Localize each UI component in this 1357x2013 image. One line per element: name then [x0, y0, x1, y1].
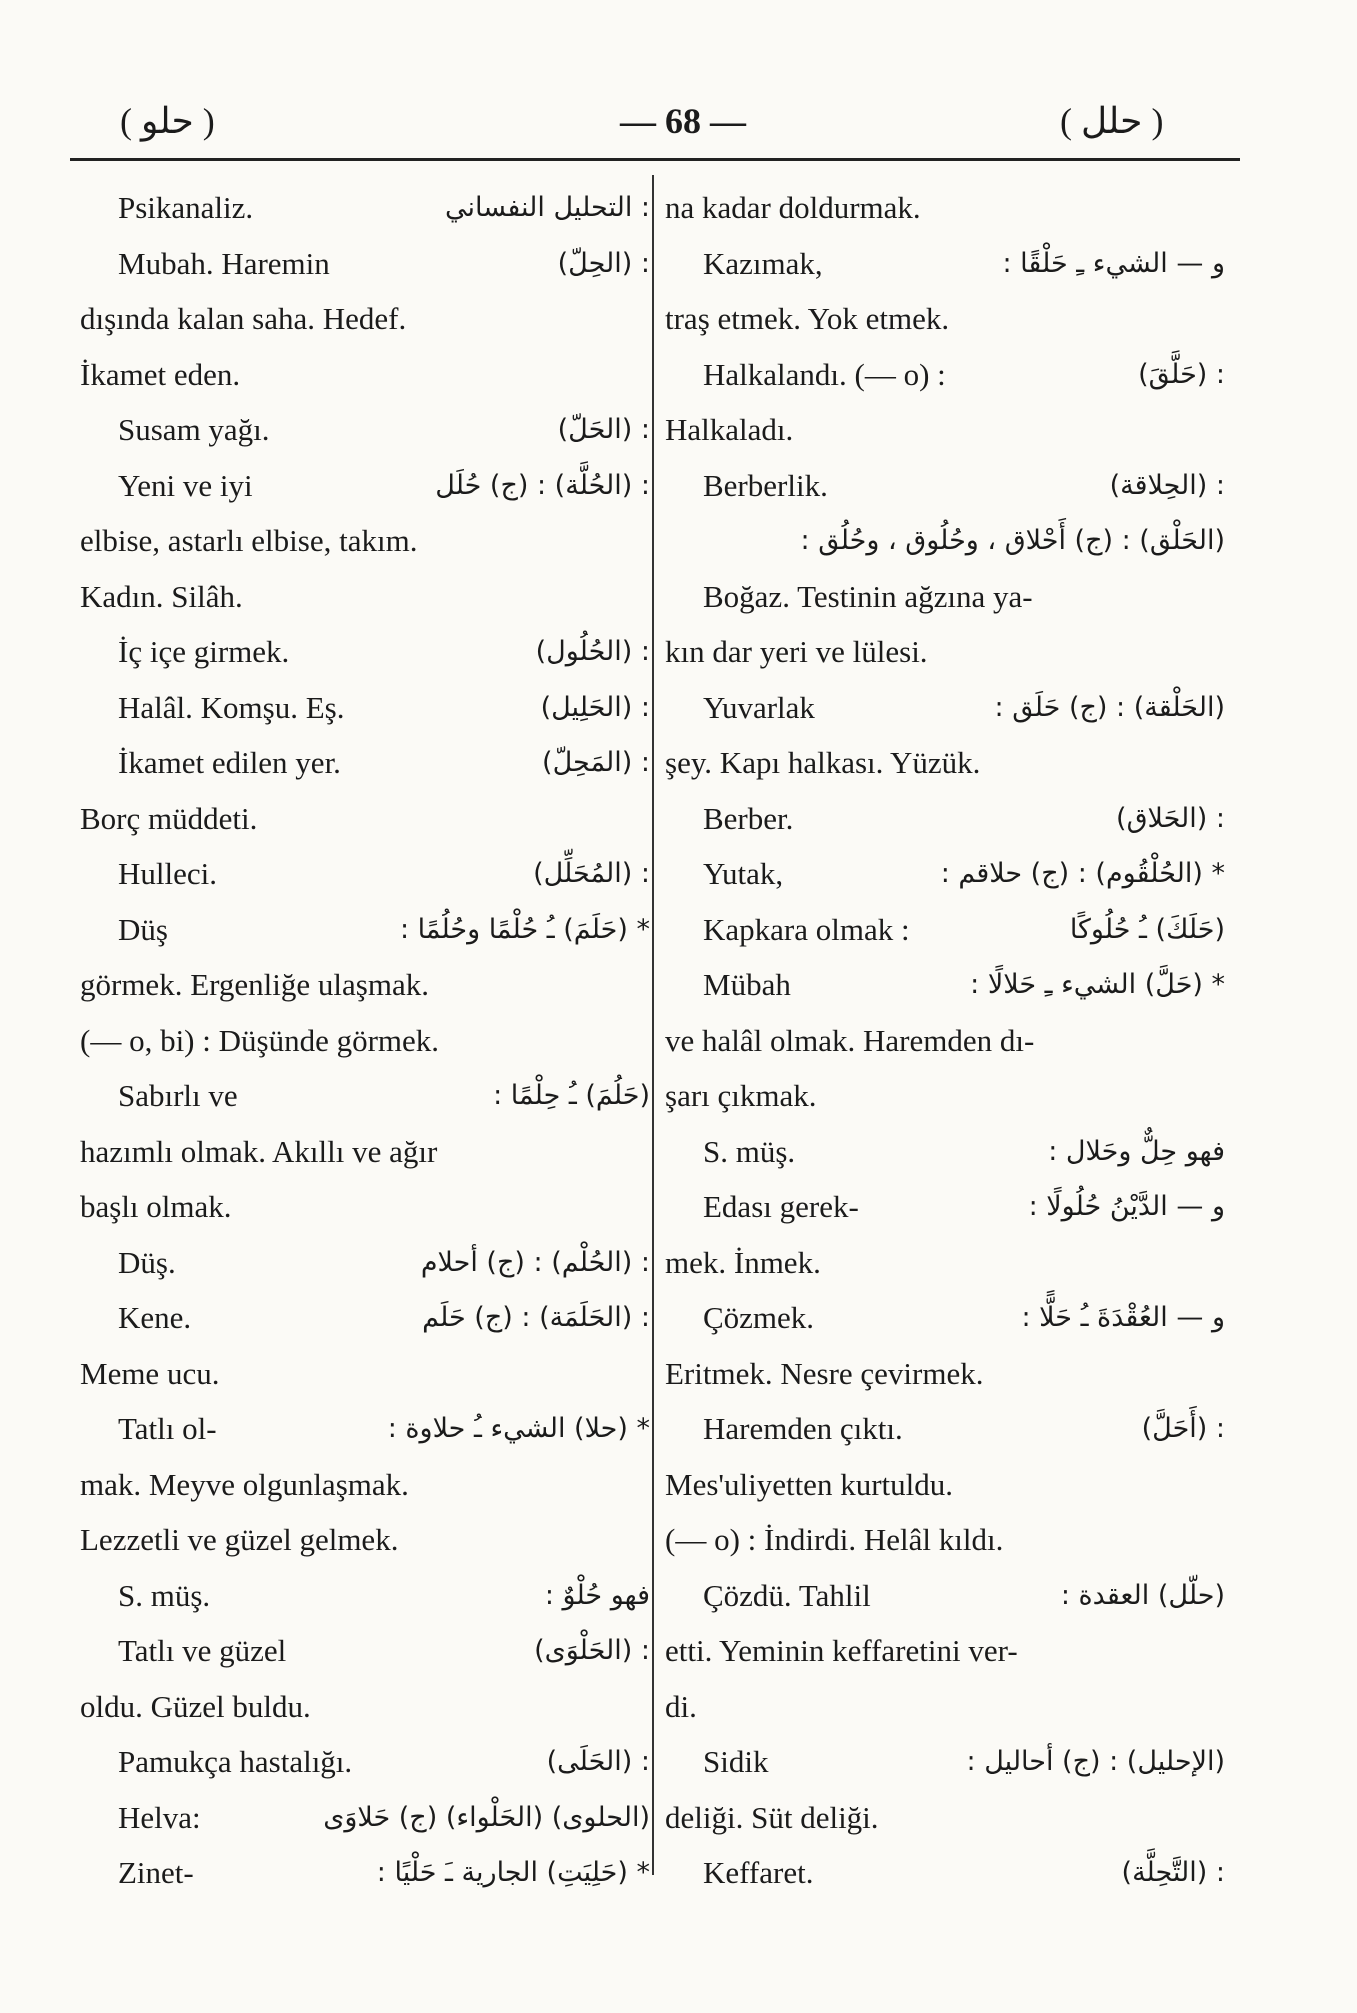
arabic-headword: : (الحُلُول)	[535, 636, 650, 667]
turkish-text: S. müş.	[703, 1133, 796, 1169]
turkish-text: S. müş.	[118, 1577, 211, 1613]
turkish-text: Mes'uliyetten kurtuldu.	[665, 1466, 953, 1502]
turkish-text: Tatlı ol-	[118, 1411, 217, 1446]
dictionary-line	[665, 1512, 1225, 1568]
turkish-text: na kadar doldurmak.	[665, 190, 921, 225]
dictionary-line	[80, 1401, 650, 1457]
turkish-text: başlı olmak.	[80, 1189, 232, 1224]
dictionary-line	[80, 957, 650, 1013]
dictionary-line	[80, 569, 650, 625]
arabic-headword: * (حَلَمَ) ـُ حُلْمًا وحُلُمًا :	[399, 913, 650, 945]
turkish-text: Haremden çıktı.	[703, 1411, 903, 1446]
dictionary-line	[80, 236, 650, 292]
dictionary-line	[80, 513, 650, 569]
turkish-text: Yeni ve iyi	[118, 467, 253, 503]
arabic-headword: : (أَحَلَّ)	[1141, 1413, 1225, 1444]
turkish-text: İkamet edilen yer.	[118, 745, 341, 780]
turkish-text: (— o) : İndirdi. Helâl kıldı.	[665, 1522, 1004, 1557]
dictionary-line	[80, 1068, 650, 1124]
arabic-headword: : (الحَلَمَة) : (ج) حَلَم	[422, 1302, 650, 1333]
dictionary-line	[665, 291, 1225, 347]
turkish-text: Lezzetli ve güzel gelmek.	[80, 1522, 399, 1557]
turkish-text: Yutak,	[703, 856, 784, 891]
turkish-text: kın dar yeri ve lülesi.	[665, 634, 928, 669]
dictionary-line	[665, 180, 1225, 236]
turkish-text: Hulleci.	[118, 856, 217, 891]
dictionary-line	[80, 1568, 650, 1624]
turkish-text: oldu. Güzel buldu.	[80, 1688, 311, 1724]
turkish-text: Berber.	[703, 800, 794, 836]
turkish-text: mek. İnmek.	[665, 1244, 821, 1280]
dictionary-line	[665, 1346, 1225, 1402]
dictionary-line	[80, 680, 650, 736]
dictionary-line	[665, 1401, 1225, 1457]
dictionary-line	[80, 1013, 650, 1069]
arabic-headword: (الحَلْق) : (ج) أَحْلاق ، وحُلُوق ، وحُلُق :	[800, 525, 1225, 556]
dictionary-line	[665, 1568, 1225, 1624]
dictionary-line	[80, 1235, 650, 1291]
dictionary-line	[80, 1679, 650, 1735]
arabic-headword: : (التَّحِلَّة)	[1121, 1857, 1225, 1888]
turkish-text: Berberlik.	[703, 467, 828, 503]
turkish-text: Helva:	[118, 1799, 201, 1835]
turkish-text: Meme ucu.	[80, 1355, 220, 1391]
dictionary-line	[80, 1845, 650, 1901]
right-column	[665, 180, 1225, 1901]
arabic-headword: : (الحُلْم) : (ج) أحلام	[420, 1246, 650, 1278]
turkish-text: Mübah	[703, 967, 791, 1002]
arabic-headword: و — الدَّيْنُ حُلُولًا :	[1028, 1191, 1225, 1222]
dictionary-line	[665, 1179, 1225, 1235]
turkish-text: etti. Yeminin keffaretini ver-	[665, 1633, 1018, 1668]
arabic-headword: : (الحِلّ)	[557, 247, 650, 279]
arabic-headword: و — العُقْدَةَ ـُ حَلًّا :	[1021, 1302, 1225, 1333]
dictionary-line	[80, 402, 650, 458]
turkish-text: İkamet eden.	[80, 356, 241, 392]
dictionary-line	[665, 1679, 1225, 1735]
dictionary-line	[80, 291, 650, 347]
arabic-headword: : (حَلَّقَ)	[1138, 358, 1225, 390]
dictionary-line	[665, 1068, 1225, 1124]
arabic-headword: : (الحَلِيل)	[540, 691, 650, 723]
dictionary-line	[80, 1734, 650, 1790]
dictionary-line	[80, 624, 650, 680]
dictionary-line	[80, 735, 650, 791]
turkish-text: Tatlı ve güzel	[118, 1633, 287, 1668]
turkish-text: Yuvarlak	[703, 689, 815, 725]
dictionary-line	[665, 402, 1225, 458]
turkish-text: Kene.	[118, 1300, 192, 1335]
dictionary-line	[665, 1457, 1225, 1513]
page-number: — 68 —	[620, 101, 746, 141]
turkish-text: Halkalandı. (— o) :	[703, 356, 946, 392]
turkish-text: Eritmek. Nesre çevirmek.	[665, 1355, 984, 1391]
turkish-text: Mubah. Haremin	[118, 245, 330, 281]
dictionary-line	[665, 680, 1225, 736]
arabic-headword: * (الحُلْقُوم) : (ج) حلاقم :	[940, 858, 1225, 889]
arabic-headword: (الإحليل) : (ج) أحاليل :	[966, 1746, 1225, 1777]
turkish-text: Psikanaliz.	[118, 190, 254, 225]
arabic-headword: (الحلوى) (الحَلْواء) (ج) حَلاوَى	[323, 1801, 650, 1833]
turkish-text: görmek. Ergenliğe ulaşmak.	[80, 967, 429, 1002]
dictionary-line	[665, 458, 1225, 514]
dictionary-line	[665, 957, 1225, 1013]
turkish-text: Kadın. Silâh.	[80, 578, 243, 614]
arabic-headword: : التحليل النفساني	[445, 192, 650, 223]
dictionary-line	[665, 347, 1225, 403]
dictionary-line	[665, 846, 1225, 902]
dictionary-line	[665, 735, 1225, 791]
turkish-text: Düş	[118, 911, 168, 947]
dictionary-line	[665, 236, 1225, 292]
left-column	[80, 180, 650, 1901]
header-right-root: ( حلل )	[1060, 101, 1164, 141]
arabic-headword: (حَلُمَ) ـُ حِلْمًا :	[493, 1080, 650, 1111]
arabic-headword: و — الشيء ـِ حَلْقًا :	[1002, 247, 1225, 279]
dictionary-line	[80, 1623, 650, 1679]
turkish-text: Zinet-	[118, 1855, 194, 1890]
dictionary-line	[665, 1124, 1225, 1180]
dictionary-line	[80, 458, 650, 514]
dictionary-line	[80, 902, 650, 958]
dictionary-line	[665, 513, 1225, 569]
arabic-headword: فهو حُلْوٌ :	[544, 1579, 650, 1611]
dictionary-line	[80, 1512, 650, 1568]
turkish-text: traş etmek. Yok etmek.	[665, 301, 950, 336]
dictionary-line	[80, 1457, 650, 1513]
arabic-headword: : (الحَلاق)	[1116, 802, 1225, 834]
arabic-headword: : (الحَلَى)	[546, 1746, 650, 1777]
dictionary-line	[665, 1235, 1225, 1291]
dictionary-line	[80, 347, 650, 403]
turkish-text: Çözdü. Tahlil	[703, 1577, 871, 1613]
arabic-headword: : (الحِلاقة)	[1109, 469, 1225, 501]
page-header	[60, 100, 1260, 160]
dictionary-line	[665, 1290, 1225, 1346]
dictionary-line	[665, 1734, 1225, 1790]
column-divider	[652, 175, 654, 1875]
dictionary-line	[665, 569, 1225, 625]
turkish-text: Pamukça hastalığı.	[118, 1744, 353, 1779]
turkish-text: (— o, bi) : Düşünde görmek.	[80, 1022, 440, 1058]
arabic-headword: * (حَلَّ) الشيء ـِ حَلالًا :	[970, 969, 1225, 1000]
arabic-headword: فهو حِلٌّ وحَلال :	[1048, 1135, 1225, 1167]
turkish-text: Halkaladı.	[665, 412, 794, 447]
dictionary-line	[80, 1179, 650, 1235]
turkish-text: Borç müddeti.	[80, 800, 258, 836]
dictionary-line	[665, 1013, 1225, 1069]
dictionary-line	[665, 1790, 1225, 1846]
turkish-text: mak. Meyve olgunlaşmak.	[80, 1466, 409, 1502]
turkish-text: şey. Kapı halkası. Yüzük.	[665, 745, 981, 780]
arabic-headword: (حَلَكَ) ـُ حُلُوكًا	[1069, 913, 1225, 945]
dictionary-line	[665, 1845, 1225, 1901]
turkish-text: Susam yağı.	[118, 412, 270, 447]
dictionary-line	[80, 791, 650, 847]
arabic-headword: : (الحَلّ)	[557, 414, 650, 445]
turkish-text: Sabırlı ve	[118, 1078, 238, 1113]
dictionary-line	[665, 624, 1225, 680]
header-rule	[70, 158, 1240, 161]
turkish-text: deliği. Süt deliği.	[665, 1799, 879, 1835]
dictionary-line	[665, 1623, 1225, 1679]
turkish-text: Çözmek.	[703, 1300, 815, 1335]
turkish-text: elbise, astarlı elbise, takım.	[80, 523, 418, 558]
arabic-headword: : (المَحِلّ)	[542, 747, 650, 778]
turkish-text: Düş.	[118, 1244, 176, 1280]
dictionary-line	[80, 1346, 650, 1402]
arabic-headword: : (الحُلَّة) : (ج) حُلَل	[435, 469, 650, 501]
turkish-text: İç içe girmek.	[118, 634, 290, 669]
turkish-text: Kapkara olmak :	[703, 911, 910, 947]
header-left-root: ( حلو )	[120, 101, 215, 141]
dictionary-line	[80, 1124, 650, 1180]
arabic-headword: (الحَلْقة) : (ج) حَلَق :	[994, 691, 1225, 723]
dictionary-line	[665, 902, 1225, 958]
arabic-headword: (حلّل) العقدة :	[1060, 1579, 1225, 1611]
dictionary-line	[80, 846, 650, 902]
dictionary-line	[80, 180, 650, 236]
arabic-headword: : (المُحَلِّل)	[533, 858, 650, 889]
arabic-headword: * (حَلِيَتِ) الجارية ـَ حَلْيًا :	[376, 1857, 650, 1888]
turkish-text: Keffaret.	[703, 1855, 814, 1890]
turkish-text: şarı çıkmak.	[665, 1078, 817, 1113]
turkish-text: Sidik	[703, 1744, 769, 1779]
dictionary-line	[80, 1290, 650, 1346]
turkish-text: hazımlı olmak. Akıllı ve ağır	[80, 1133, 438, 1169]
dictionary-line	[80, 1790, 650, 1846]
turkish-text: Edası gerek-	[703, 1189, 859, 1224]
dictionary-line	[665, 791, 1225, 847]
turkish-text: dışında kalan saha. Hedef.	[80, 301, 407, 336]
turkish-text: ve halâl olmak. Haremden dı-	[665, 1022, 1035, 1058]
turkish-text: Kazımak,	[703, 245, 823, 281]
turkish-text: Halâl. Komşu. Eş.	[118, 689, 345, 725]
turkish-text: Boğaz. Testinin ağzına ya-	[703, 578, 1033, 614]
arabic-headword: : (الحَلْوَى)	[534, 1635, 650, 1666]
turkish-text: di.	[665, 1688, 697, 1724]
arabic-headword: * (حلا) الشيء ـُ حلاوة :	[387, 1413, 650, 1444]
